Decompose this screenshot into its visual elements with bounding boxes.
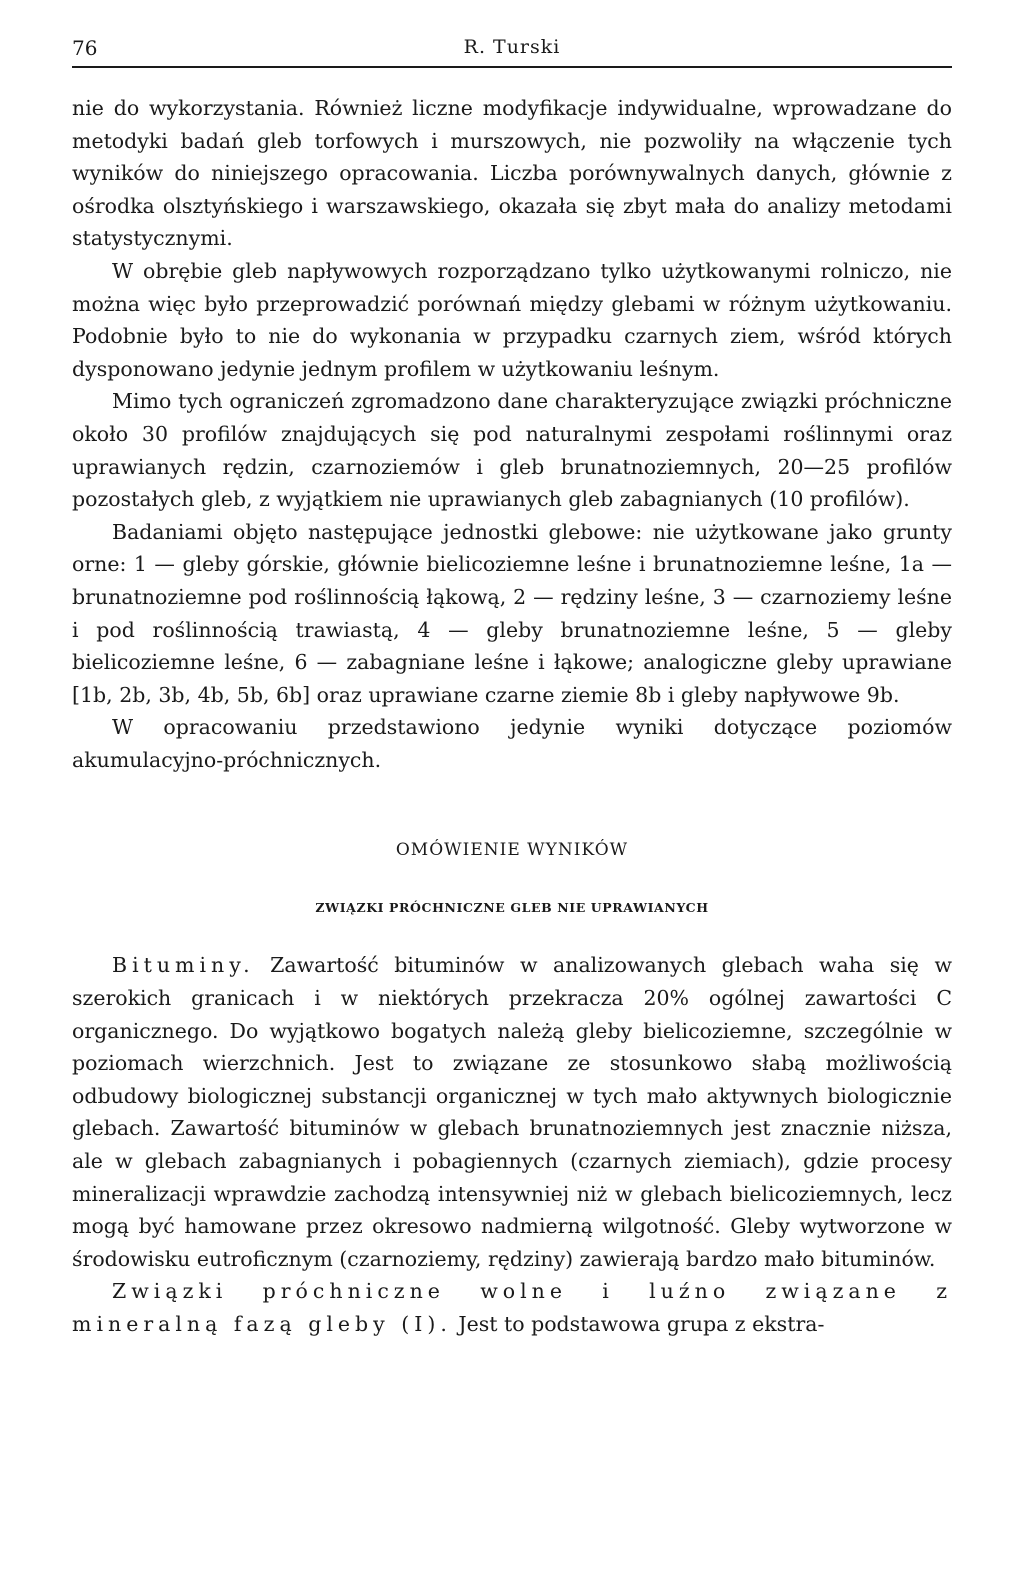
- paragraph-text: Zawartość bituminów w analizowanych glebach waha się w szerokich granicach i w niektórych przekracza 20% ogólnej zawartości C organicznego. Do wyjątkowo bogatych należą gleby bielicoziemne, szczególnie w poziomach wierzchnich. Jest to związane ze stosunkowo słabą możliwością odbudowy biologicznej substancji organicznej w tych mało aktywnych biologicznie glebach. Zawartość bituminów w glebach brunatnoziemnych jest znacznie niższa, ale w glebach zabagnianych i pobagiennych (czarnych ziemiach), gdzie procesy mineralizacji wprawdzie zachodzą intensywniej niż w glebach bielicoziemnych, lecz mogą być hamowane przez okresowo nadmierną wilgotność. Gleby wytworzone w środowisku eutroficznym (czarnoziemy, rędziny) zawierają bardzo mało bituminów.: [72, 953, 952, 1271]
- subsection-title: ZWIĄZKI PRÓCHNICZNE GLEB NIE UPRAWIANYCH: [315, 900, 709, 916]
- paragraph-bituminy: [72, 949, 952, 1275]
- page-header: [72, 30, 952, 68]
- inline-heading: Bituminy.: [112, 953, 255, 978]
- paragraph-zwiazki: [72, 1275, 952, 1340]
- paragraph: nie do wykorzystania. Również liczne modyfikacje indywidualne, wprowadzane do metodyki badań gleb torfowych i murszowych, nie pozwoliły na włączenie tych wyników do niniejszego opracowania. Liczba porównywalnych danych, głównie z ośrodka olsztyńskiego i warszawskiego, okazała się zbyt mała do analizy metodami statystycznymi.: [72, 96, 952, 251]
- paragraph-text: Jest to podstawowa grupa z ekstra-: [451, 1312, 825, 1336]
- paragraph: W opracowaniu przedstawiono jedynie wyniki dotyczące poziomów akumulacyjno-próchnicznych.: [72, 715, 952, 772]
- paragraph: W obrębie gleb napływowych rozporządzano tylko użytkowanymi rolniczo, nie można więc było przeprowadzić porównań między glebami w różnym użytkowaniu. Podobnie było to nie do wykonania w przypadku czarnych ziem, wśród których dysponowano jedynie jednym profilem w użytkowaniu leśnym.: [72, 258, 952, 381]
- paragraph: Badaniami objęto następujące jednostki glebowe: nie użytkowane jako grunty orne: 1 — gleby górskie, głównie bielicoziemne leśne i brunatnoziemne leśne, 1a — brunatnoziemne pod roślinnością łąkową, 2 — rędziny leśne, 3 — czarnoziemy leśne i pod roślinnością trawiastą, 4 — gleby brunatnoziemne leśne, 5 — gleby bielicoziemne leśne, 6 — zabagniane leśne i łąkowe; analogiczne gleby uprawiane [1b, 2b, 3b, 4b, 5b, 6b] oraz uprawiane czarne ziemie 8b i gleby napływowe 9b.: [72, 519, 952, 707]
- paragraph: Mimo tych ograniczeń zgromadzono dane charakteryzujące związki próchniczne około 30 profilów znajdujących się pod naturalnymi zespołami roślinnymi oraz uprawianych rędzin, czarnoziemów i gleb brunatnoziemnych, 20—25 profilów pozostałych gleb, z wyjątkiem nie uprawianych gleb zabagnianych (10 profilów).: [72, 389, 952, 512]
- page-number: 76: [72, 36, 98, 60]
- running-head: R. Turski: [463, 36, 561, 58]
- page-body: [72, 92, 952, 1341]
- section-title: OMÓWIENIE WYNIKÓW: [395, 840, 629, 861]
- inline-heading: Związki próchniczne wolne i luźno związane z mineralną fazą gleby (I).: [72, 1279, 952, 1336]
